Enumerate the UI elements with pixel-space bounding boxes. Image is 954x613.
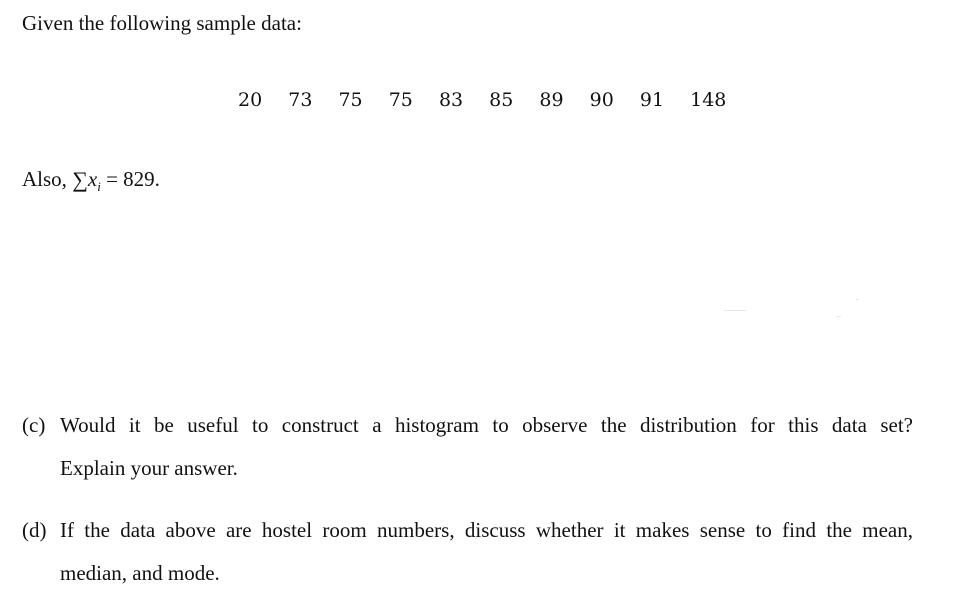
- data-value: 83: [438, 89, 464, 111]
- data-value: 20: [238, 89, 263, 111]
- sigma-symbol: ∑: [72, 167, 88, 192]
- sample-data-row: [238, 87, 746, 113]
- data-value: 148: [690, 89, 727, 111]
- x-sub-i: [87, 167, 101, 195]
- subscript-i: i: [97, 179, 101, 195]
- data-value: 85: [489, 89, 514, 111]
- also-prefix: Also,: [22, 167, 67, 191]
- question-c-label: (c): [22, 413, 46, 437]
- question-d-line1: If the data above are hostel room numbers, discuss whether it makes sense to find the mean,: [60, 518, 913, 542]
- data-value: 75: [388, 89, 413, 111]
- question-c-line2: Explain your answer.: [60, 456, 238, 480]
- sum-value: = 829.: [106, 167, 160, 191]
- data-value: 89: [539, 89, 564, 111]
- data-value: 90: [589, 89, 614, 111]
- question-d-label: (d): [22, 518, 47, 542]
- variable-x: x: [87, 167, 98, 191]
- data-value: 73: [288, 89, 313, 111]
- question-c-line1: Would it be useful to construct a histogram to observe the distribution for this data set?: [60, 413, 913, 437]
- intro-text: Given the following sample data:: [22, 11, 302, 35]
- data-value: 75: [338, 89, 363, 111]
- question-d-line2: median, and mode.: [60, 561, 220, 585]
- sum-statement: [22, 166, 160, 200]
- data-value: 91: [639, 89, 665, 111]
